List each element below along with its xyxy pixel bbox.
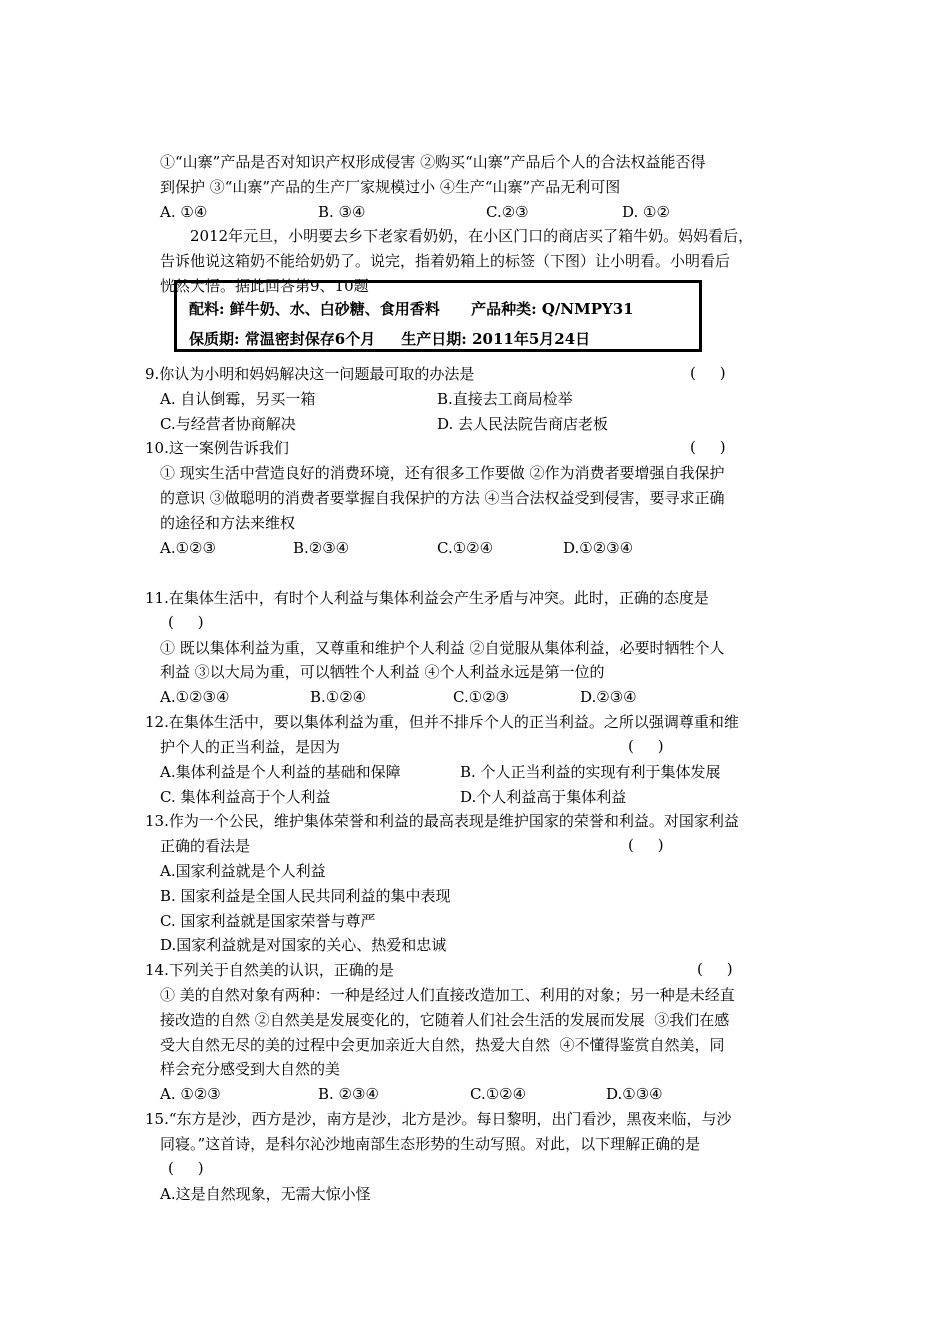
q10-line-1: ① 现实生活中营造良好的消费环境，还有很多工作要做 ②作为消费者要增强自我保护 (160, 464, 725, 482)
q15-answer-paren: ( ) (168, 1159, 204, 1177)
q14-line-3: 受大自然无尽的美的过程中会更加亲近大自然，热爱大自然 ④不懂得鉴赏自然美，同 (160, 1036, 725, 1054)
q10-line-3: 的途径和方法来维权 (160, 514, 296, 532)
passage-line-2: 告诉他说这箱奶不能给奶奶了。说完，指着奶箱上的标签（下图）让小明看。小明看后 (160, 252, 731, 270)
q12-option-b: B. 个人正当利益的实现有利于集体发展 (460, 763, 721, 781)
q12-option-d: D.个人利益高于集体利益 (460, 788, 627, 806)
q15-stem-1: 15.“东方是沙，西方是沙，南方是沙，北方是沙。每日黎明，出门看沙，黑夜来临，与沙 (145, 1110, 732, 1128)
q14-line-2: 接改造的自然 ②自然美是发展变化的，它随着人们社会生活的发展而发展 ③我们在感 (160, 1011, 730, 1029)
q10-option-b: B.②③④ (293, 539, 350, 557)
q11-option-b: B.①②④ (310, 688, 367, 706)
passage-line-1: 2012年元旦，小明要去乡下老家看奶奶，在小区门口的商店买了箱牛奶。妈妈看后， (190, 227, 754, 245)
q11-option-c: C.①②③ (453, 688, 510, 706)
q11-line-1: ① 既以集体利益为重，又尊重和维护个人利益 ②自觉服从集体利益，必要时牺牲个人 (160, 639, 725, 657)
q11-stem: 11.在集体生活中，有时个人利益与集体利益会产生矛盾与冲突。此时，正确的态度是 (145, 589, 709, 607)
q10-line-2: 的意识 ③做聪明的消费者要掌握自我保护的方法 ④当合法权益受到侵害，要寻求正确 (160, 489, 725, 507)
q14-stem: 14.下列关于自然美的认识，正确的是 (145, 961, 394, 979)
intro-option-a: A. ①④ (160, 203, 208, 221)
q13-stem-2: 正确的看法是 (160, 837, 251, 855)
q9-stem: 9.你认为小明和妈妈解决这一问题最可取的办法是 (145, 365, 475, 383)
q14-option-d: D.①③④ (606, 1085, 663, 1103)
q11-answer-paren: ( ) (168, 613, 204, 631)
q9-option-a: A. 自认倒霉，另买一箱 (160, 390, 316, 408)
q12-answer-paren: ( ) (628, 737, 664, 755)
q13-option-a: A.国家利益就是个人利益 (160, 862, 326, 880)
intro-option-c: C.②③ (486, 203, 529, 221)
intro-option-d: D. ①② (622, 203, 670, 221)
q12-stem-1: 12.在集体生活中，要以集体利益为重，但并不排斥个人的正当利益。之所以强调尊重和维 (145, 713, 739, 731)
q12-option-a: A.集体利益是个人利益的基础和保障 (160, 763, 401, 781)
q14-answer-paren: ( ) (697, 960, 733, 978)
product-label-box (174, 280, 702, 352)
q10-option-c: C.①②④ (437, 539, 494, 557)
q13-stem-1: 13.作为一个公民，维护集体荣誉和利益的最高表现是维护国家的荣誉和利益。对国家利益 (145, 812, 739, 830)
q9-option-b: B.直接去工商局检举 (437, 390, 573, 408)
q12-stem-2: 护个人的正当利益，是因为 (160, 738, 341, 756)
q10-option-d: D.①②③④ (563, 539, 634, 557)
q11-option-d: D.②③④ (580, 688, 637, 706)
q15-stem-2: 同寝。”这首诗，是科尔沁沙地南部生态形势的生动写照。对此，以下理解正确的是 (160, 1135, 701, 1153)
q9-option-d: D. 去人民法院告商店老板 (437, 415, 609, 433)
q13-option-c: C. 国家利益就是国家荣誉与尊严 (160, 912, 376, 930)
q9-option-c: C.与经营者协商解决 (160, 415, 296, 433)
q14-option-b: B. ②③④ (318, 1085, 379, 1103)
q14-line-4: 样会充分感受到大自然的美 (160, 1060, 341, 1078)
intro-line-1: ①“山寨”产品是否对知识产权形成侵害 ②购买“山寨”产品后个人的合法权益能否得 (160, 153, 706, 171)
q10-option-a: A.①②③ (160, 539, 216, 557)
q13-option-d: D.国家利益就是对国家的关心、热爱和忠诚 (160, 936, 447, 954)
q13-answer-paren: ( ) (628, 836, 664, 854)
q11-option-a: A.①②③④ (160, 688, 230, 706)
q10-answer-paren: ( ) (690, 438, 726, 456)
q14-option-c: C.①②④ (470, 1085, 527, 1103)
q11-line-2: 利益 ③以大局为重，可以牺牲个人利益 ④个人利益永远是第一位的 (160, 663, 605, 681)
q13-option-b: B. 国家利益是全国人民共同利益的集中表现 (160, 887, 451, 905)
q9-answer-paren: ( ) (690, 364, 726, 382)
intro-line-2: 到保护 ③“山寨”产品的生产厂家规模过小 ④生产“山寨”产品无利可图 (160, 178, 621, 196)
label-line-1: 配料: 鲜牛奶、水、白砂糖、食用香料 产品种类: Q/NMPY31 (189, 300, 634, 318)
q10-stem: 10.这一案例告诉我们 (145, 439, 289, 457)
passage-line-3: 恍然大悟。据此回答第9、10题 (160, 277, 369, 295)
intro-option-b: B. ③④ (318, 203, 366, 221)
label-line-2: 保质期: 常温密封保存6个月 生产日期: 2011年5月24日 (189, 330, 591, 348)
q12-option-c: C. 集体利益高于个人利益 (160, 788, 331, 806)
q14-option-a: A. ①②③ (160, 1085, 221, 1103)
q15-option-a: A.这是自然现象，无需大惊小怪 (160, 1185, 371, 1203)
q14-line-1: ① 美的自然对象有两种：一种是经过人们直接改造加工、利用的对象；另一种是未经直 (160, 986, 735, 1004)
